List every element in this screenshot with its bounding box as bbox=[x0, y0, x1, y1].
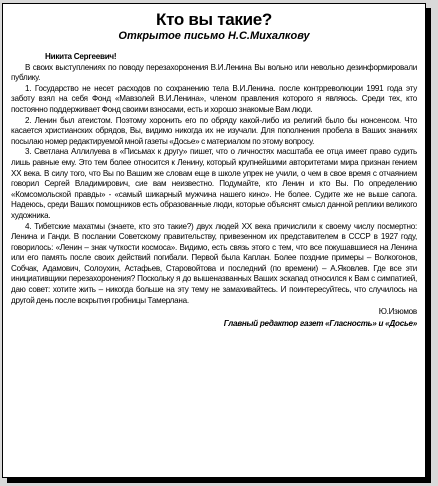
letter-title: Кто вы такие? bbox=[156, 10, 272, 29]
letter-paragraph: В своих выступлениях по поводу перезахоронения В.И.Ленина Вы вольно или невольно дезинформировали публику. bbox=[11, 62, 417, 83]
letter-paragraph: 3. Светлана Аллилуева в «Письмах к другу» пишет, что о личностях масштаба ее отца имеет право судить лишь равные ему. Это тем более относится к Ленину, который крупнейшими авторитетами мира признан гением XX века. В силу того, что Вы по Вашим же словам еще в школе упрек не учили, о чем в свое время с отчаянием говорил Сергей Владимирович, сие вам неизвестно. Подумайте, кто Ленин и кто Вы. По определению «Комсомольской правды» - «самый шикарный мужчина нашего кино». Не более. Судите же не выше сапога. Надеюсь, среди Ваших помощников есть образованные люди, которые объяснят смысл данной реплики великого художника. bbox=[11, 147, 417, 220]
letter-paragraph: 2. Ленин был атеистом. Поэтому хоронить его по обряду какой-либо из религий было бы нонсенсом. Что касается христианских обрядов, Вы, видимо никогда их не изучали. Для пополнения пробела в Ваших знаниях посылаю номер редактируемой мной газеты «Досье» с материалом по этому вопросу. bbox=[11, 115, 417, 146]
letter-frame bbox=[2, 3, 426, 478]
letter-salutation: Никита Сергеевич! bbox=[45, 52, 117, 61]
letter-paragraph: 1. Государство не несет расходов по сохранению тела В.И.Ленина. после контрреволюции 1991 года эту заботу взял на себя Фонд «Мавзолей В.И.Ленина», членом правления которого я являюсь. Среди тех, кто постоянно поддерживает Фонд своими взносами, есть и хорошо знакомые Вам люди. bbox=[11, 83, 417, 114]
letter-signature: Ю.Изюмов bbox=[378, 307, 417, 317]
letter-paragraph: 4. Тибетские махатмы (знаете, кто это такие?) двух людей XX века причислили к своему чиcлу посмертно: Ленина и Ганди. В послании Советскому правительству, привезенном их представителем в СССР в 1927 году, говорилось: «Ленин – знак чуткости космоса». Видимо, есть связь этого с тем, что все покушавшиеся на Ленина или его память после своих действий погибали. Первой была Каплан. Более поздние примеры – Волкогонов, Собчак, Адамович, Солоухин, Астафьев, Старовойтова и последний (по времени) – А.Яковлев. Где все эти инициативщики перезахоронения? Поскольку я до вышеназванных Ваших эскапад относился к Вам с симпатией, даю совет: хотите жить – никогда больше на эту тему не замахивайтесь. И поинтересуйтесь, что случилось на другой день после вскрытия гробницы Тамерлана. bbox=[11, 221, 417, 305]
author-position: Главный редактор газет «Гласность» и «Досье» bbox=[223, 318, 417, 328]
letter-subtitle: Открытое письмо Н.С.Михалкову bbox=[118, 30, 310, 42]
